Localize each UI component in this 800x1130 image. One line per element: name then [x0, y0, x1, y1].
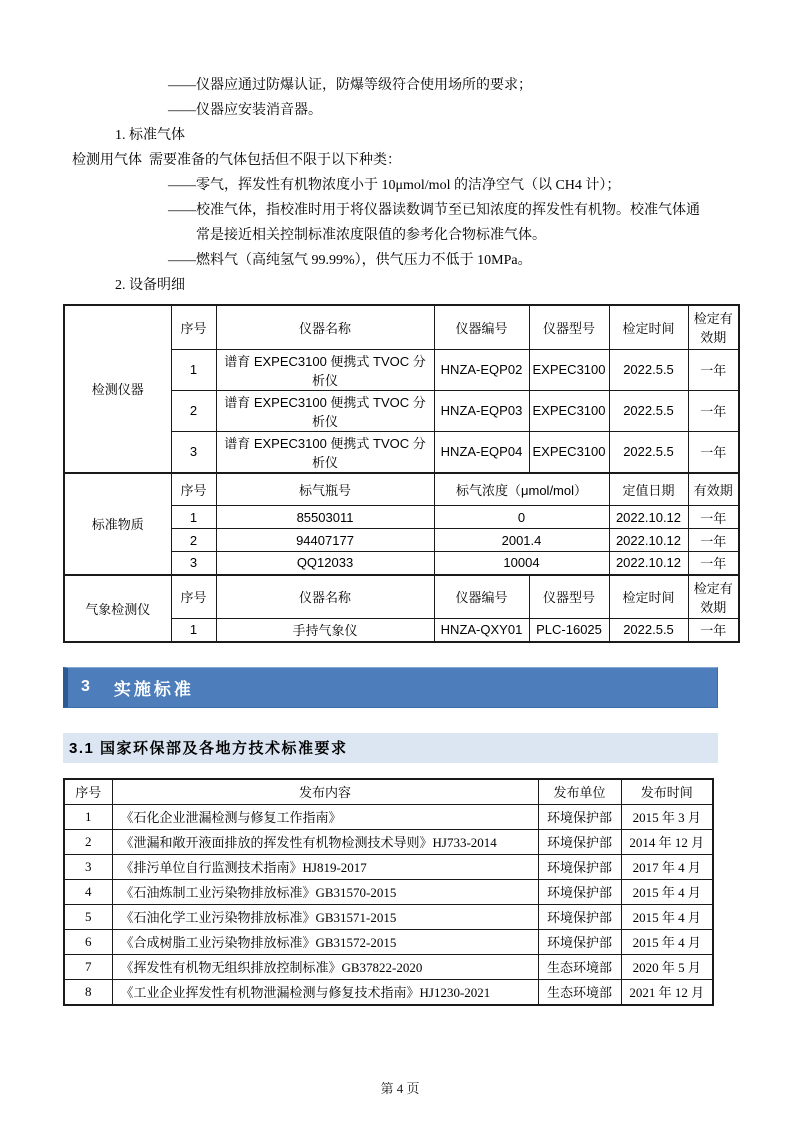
table-cell: 一年 — [688, 552, 739, 575]
table-row — [64, 829, 713, 854]
column-header: 序号 — [171, 305, 216, 349]
row-group-label: 气象检测仪 — [64, 575, 171, 642]
table-row — [64, 575, 739, 619]
section-heading-3-1 — [63, 733, 718, 763]
table-cell: 一年 — [688, 390, 739, 431]
column-header: 序号 — [171, 473, 216, 506]
table-header-row — [64, 779, 713, 805]
table-cell: 2 — [171, 390, 216, 431]
table-cell: 2022.5.5 — [609, 390, 688, 431]
table-cell: 生态环境部 — [538, 979, 621, 1005]
table-cell: 0 — [434, 506, 609, 529]
table-cell: 2 — [64, 829, 112, 854]
table-cell: 7 — [64, 954, 112, 979]
column-header: 仪器编号 — [434, 575, 529, 619]
table-cell: HNZA-EQP02 — [434, 349, 529, 390]
table-cell: 手持气象仪 — [216, 619, 434, 642]
row-group-label: 检测仪器 — [64, 305, 171, 473]
table-cell: 环境保护部 — [538, 829, 621, 854]
table-row — [64, 879, 713, 904]
table-cell: 3 — [171, 431, 216, 473]
table-cell: 环境保护部 — [538, 904, 621, 929]
table-row — [64, 854, 713, 879]
table-cell: 《合成树脂工业污染物排放标准》GB31572-2015 — [112, 929, 538, 954]
column-header: 序号 — [171, 575, 216, 619]
table-cell: HNZA-QXY01 — [434, 619, 529, 642]
table-cell: QQ12033 — [216, 552, 434, 575]
table-cell: 3 — [64, 854, 112, 879]
table-cell: 4 — [64, 879, 112, 904]
section-title: 实施标准 — [113, 679, 194, 699]
column-header: 仪器编号 — [434, 305, 529, 349]
row-group-label: 标准物质 — [64, 473, 171, 575]
table-cell: 1 — [171, 619, 216, 642]
table-cell: 2022.10.12 — [609, 552, 688, 575]
table-cell: EXPEC3100 — [529, 390, 609, 431]
table-cell: 10004 — [434, 552, 609, 575]
table-cell: 2022.10.12 — [609, 506, 688, 529]
table-row — [64, 305, 739, 349]
table-cell: 2001.4 — [434, 529, 609, 552]
table-cell: 2015 年 4 月 — [621, 904, 713, 929]
column-header: 发布单位 — [538, 779, 621, 805]
table-row — [64, 954, 713, 979]
table-cell: 《工业企业挥发性有机物泄漏检测与修复技术指南》HJ1230-2021 — [112, 979, 538, 1005]
subsection-title: 3.1 国家环保部及各地方技术标准要求 — [69, 740, 348, 757]
table-cell: 一年 — [688, 431, 739, 473]
table-cell: 《石化企业泄漏检测与修复工作指南》 — [112, 804, 538, 829]
table-cell: 环境保护部 — [538, 879, 621, 904]
table-cell: 2022.10.12 — [609, 529, 688, 552]
table-cell: 一年 — [688, 349, 739, 390]
table-cell: 2015 年 4 月 — [621, 929, 713, 954]
table-cell: 1 — [171, 506, 216, 529]
column-header: 定值日期 — [609, 473, 688, 506]
table-cell: 2022.5.5 — [609, 619, 688, 642]
table-cell: 2022.5.5 — [609, 431, 688, 473]
table-cell: 环境保护部 — [538, 804, 621, 829]
column-header: 仪器名称 — [216, 575, 434, 619]
table-cell: 3 — [171, 552, 216, 575]
table-cell: 一年 — [688, 506, 739, 529]
body-line: ——燃料气（高纯氢气 99.99%），供气压力不低于 10MPa。 — [168, 253, 532, 268]
table-cell: 生态环境部 — [538, 954, 621, 979]
table-cell: HNZA-EQP04 — [434, 431, 529, 473]
table-row — [64, 904, 713, 929]
list-item-2: 2. 设备明细 — [115, 278, 185, 293]
body-line: 检测用气体 需要准备的气体包括但不限于以下种类： — [72, 153, 401, 168]
column-header: 标气浓度（μmol/mol） — [434, 473, 609, 506]
column-header: 仪器名称 — [216, 305, 434, 349]
column-header: 检定时间 — [609, 575, 688, 619]
table-cell: 2015 年 4 月 — [621, 879, 713, 904]
table-cell: 一年 — [688, 619, 739, 642]
section-number: 3 — [81, 678, 90, 695]
table-cell: 《石油炼制工业污染物排放标准》GB31570-2015 — [112, 879, 538, 904]
table-cell: 环境保护部 — [538, 929, 621, 954]
table-cell: 2015 年 3 月 — [621, 804, 713, 829]
section-heading-3 — [63, 667, 718, 708]
column-header: 仪器型号 — [529, 575, 609, 619]
table-row — [64, 804, 713, 829]
table-cell: EXPEC3100 — [529, 349, 609, 390]
body-line: ——仪器应安装消音器。 — [168, 103, 322, 118]
page-content — [69, 73, 742, 1006]
table-row — [64, 929, 713, 954]
column-header: 检定时间 — [609, 305, 688, 349]
table-cell: HNZA-EQP03 — [434, 390, 529, 431]
body-line: ——仪器应通过防爆认证，防爆等级符合使用场所的要求； — [168, 78, 532, 93]
table-cell: 94407177 — [216, 529, 434, 552]
table-cell: 1 — [171, 349, 216, 390]
table-row — [64, 473, 739, 506]
column-header: 有效期 — [688, 473, 739, 506]
column-header: 序号 — [64, 779, 112, 805]
table-cell: 2022.5.5 — [609, 349, 688, 390]
table-cell: 2020 年 5 月 — [621, 954, 713, 979]
table-cell: 环境保护部 — [538, 854, 621, 879]
column-header: 仪器型号 — [529, 305, 609, 349]
table-cell: 8 — [64, 979, 112, 1005]
page-number: 第 4 页 — [380, 1081, 420, 1096]
table-cell: 《挥发性有机物无组织排放控制标准》GB37822-2020 — [112, 954, 538, 979]
table-cell: 《泄漏和敞开液面排放的挥发性有机物检测技术导则》HJ733-2014 — [112, 829, 538, 854]
table-row — [64, 979, 713, 1005]
column-header: 标气瓶号 — [216, 473, 434, 506]
standards-table — [63, 778, 714, 1006]
table-cell: 2021 年 12 月 — [621, 979, 713, 1005]
list-item-1: 1. 标准气体 — [115, 128, 185, 143]
column-header: 发布时间 — [621, 779, 713, 805]
table-cell: 《石油化学工业污染物排放标准》GB31571-2015 — [112, 904, 538, 929]
table-cell: 6 — [64, 929, 112, 954]
table-cell: 85503011 — [216, 506, 434, 529]
column-header: 发布内容 — [112, 779, 538, 805]
body-line: ——校准气体，指校准时用于将仪器读数调节至已知浓度的挥发性有机物。校准气体通 — [168, 203, 700, 218]
table-cell: 谱育 EXPEC3100 便携式 TVOC 分析仪 — [216, 390, 434, 431]
table-cell: 2 — [171, 529, 216, 552]
table-cell: PLC-16025 — [529, 619, 609, 642]
table-cell: 5 — [64, 904, 112, 929]
table-cell: 谱育 EXPEC3100 便携式 TVOC 分析仪 — [216, 349, 434, 390]
column-header: 检定有效期 — [688, 575, 739, 619]
table-cell: 1 — [64, 804, 112, 829]
body-line: 常是接近相关控制标准浓度限值的参考化合物标准气体。 — [196, 228, 546, 243]
column-header: 检定有效期 — [688, 305, 739, 349]
equipment-table — [63, 304, 740, 643]
table-cell: 2014 年 12 月 — [621, 829, 713, 854]
table-cell: EXPEC3100 — [529, 431, 609, 473]
body-line: ——零气，挥发性有机物浓度小于 10μmol/mol 的洁净空气（以 CH4 计）； — [168, 178, 621, 193]
table-cell: 谱育 EXPEC3100 便携式 TVOC 分析仪 — [216, 431, 434, 473]
table-cell: 2017 年 4 月 — [621, 854, 713, 879]
table-cell: 《排污单位自行监测技术指南》HJ819-2017 — [112, 854, 538, 879]
table-cell: 一年 — [688, 529, 739, 552]
